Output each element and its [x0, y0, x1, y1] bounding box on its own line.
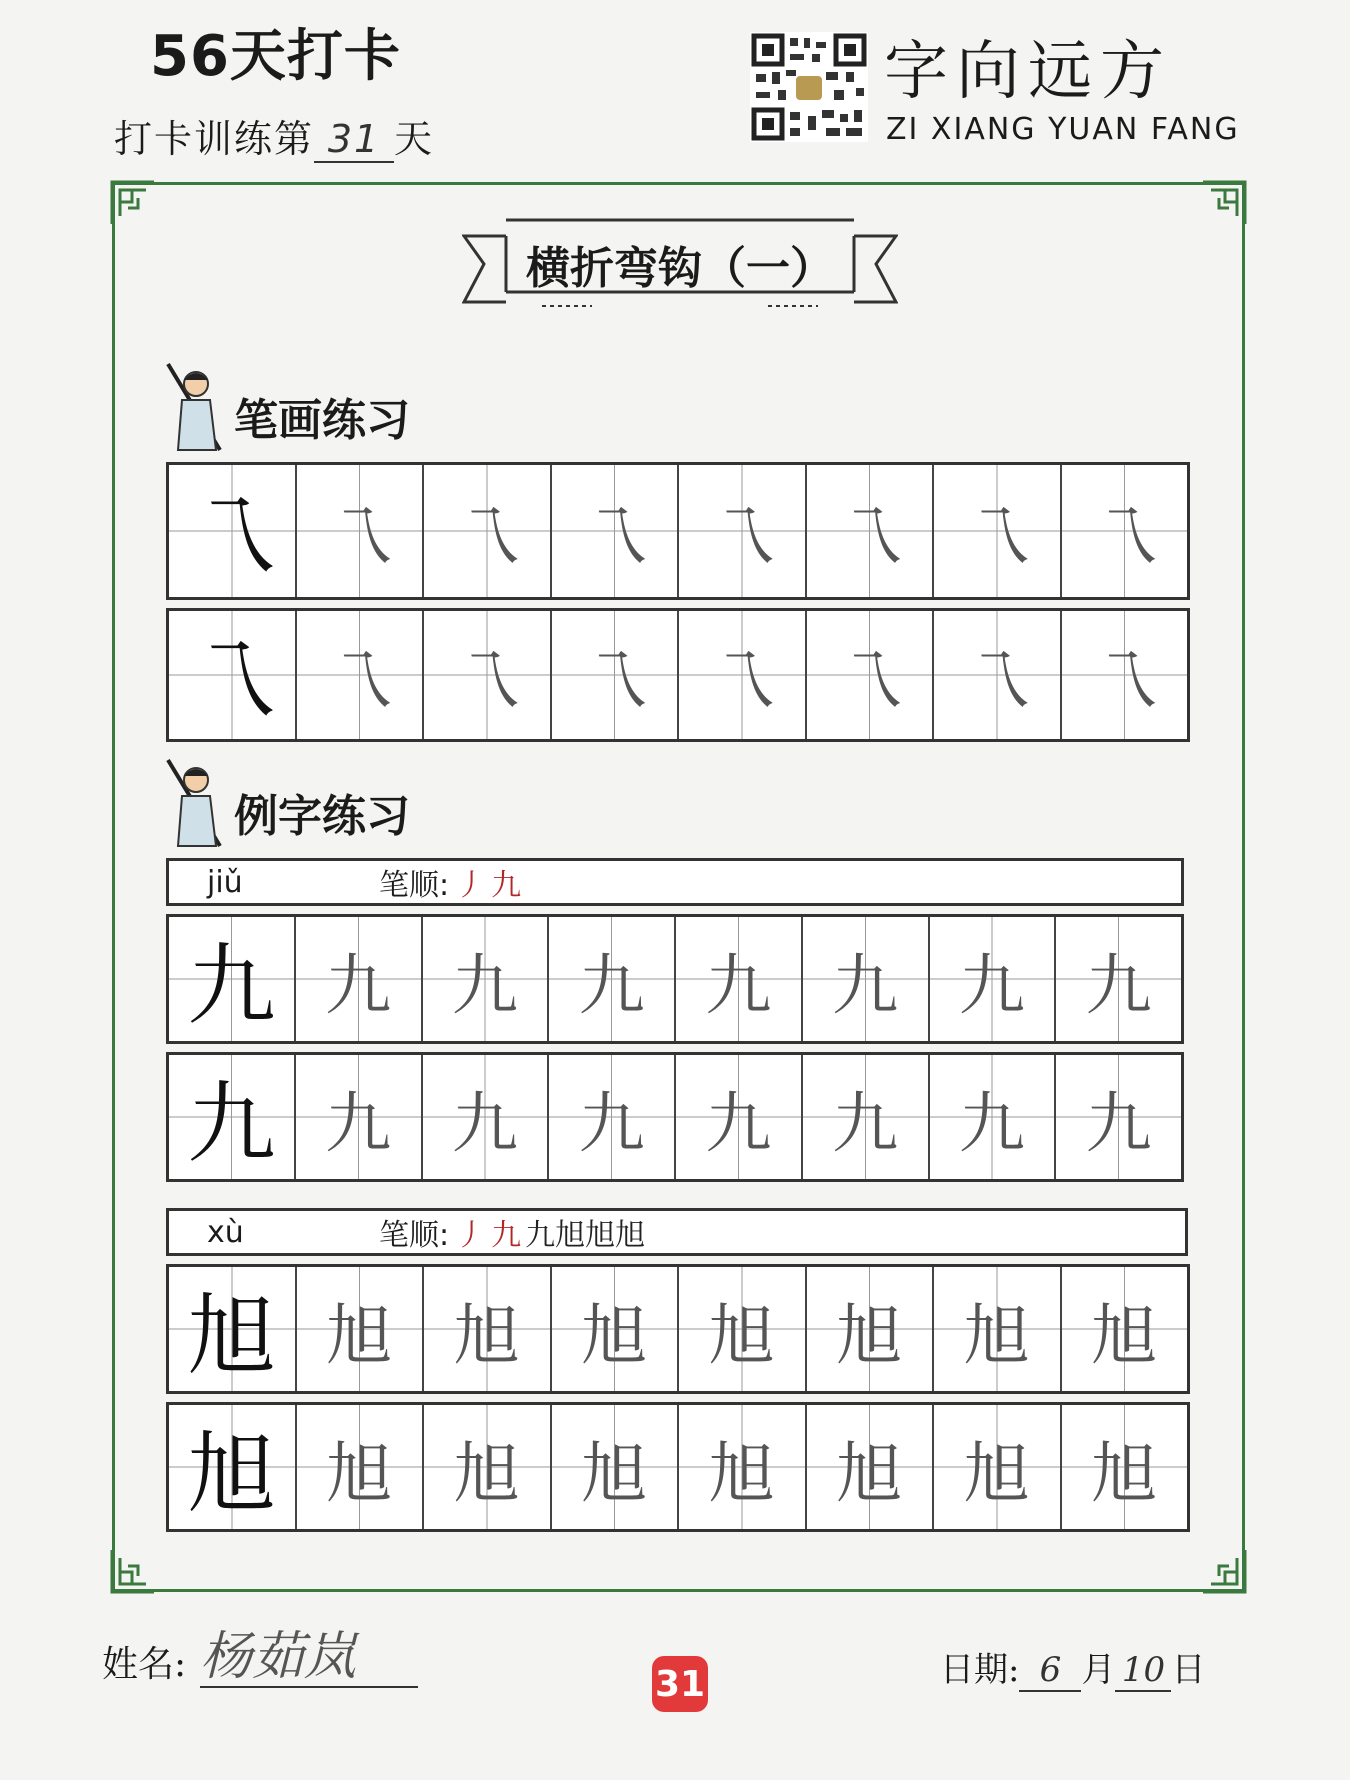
- model-character: 乁: [169, 465, 297, 597]
- practice-cell[interactable]: 九: [930, 917, 1057, 1041]
- practice-cell[interactable]: 旭: [297, 1267, 425, 1391]
- practice-cell[interactable]: 旭: [679, 1405, 807, 1529]
- date-label: 日期:: [940, 1650, 1020, 1690]
- practice-cell[interactable]: 九: [423, 917, 550, 1041]
- pinyin: jiǔ: [207, 864, 243, 900]
- model-character: 旭: [169, 1405, 297, 1529]
- practice-cell[interactable]: 九: [930, 1055, 1057, 1179]
- stroke-order-red-2: 九: [491, 868, 522, 903]
- date-month-field[interactable]: 6: [1019, 1650, 1081, 1692]
- date-row: [940, 1642, 1205, 1692]
- model-character: 乁: [169, 611, 297, 739]
- practice-cell[interactable]: 旭: [552, 1405, 680, 1529]
- practice-cell[interactable]: 乁: [424, 465, 552, 597]
- practice-cell[interactable]: 九: [676, 917, 803, 1041]
- stroke-order-red: 丿: [455, 1218, 486, 1253]
- stroke-order-label: 笔顺:: [379, 868, 450, 903]
- practice-cell[interactable]: 旭: [1062, 1405, 1188, 1529]
- practice-cell[interactable]: 旭: [807, 1267, 935, 1391]
- days-title: 56天打卡: [150, 24, 401, 89]
- practice-cell[interactable]: 乁: [424, 611, 552, 739]
- practice-cell[interactable]: 九: [803, 917, 930, 1041]
- brand-name-pinyin: ZI XIANG YUAN FANG: [886, 112, 1240, 147]
- stroke-practice-row-1: [166, 462, 1190, 600]
- day-unit: 日: [1171, 1650, 1206, 1690]
- practice-cell[interactable]: 九: [1056, 917, 1181, 1041]
- frame-corner-ornament-icon: [108, 178, 158, 228]
- practice-cell[interactable]: 旭: [424, 1267, 552, 1391]
- practice-cell[interactable]: 九: [549, 917, 676, 1041]
- practice-cell[interactable]: 九: [803, 1055, 930, 1179]
- practice-cell[interactable]: 旭: [807, 1405, 935, 1529]
- practice-cell[interactable]: 九: [296, 1055, 423, 1179]
- practice-cell[interactable]: 九: [296, 917, 423, 1041]
- practice-cell[interactable]: 九: [676, 1055, 803, 1179]
- scholar-figure-icon: [162, 756, 232, 852]
- lesson-title: 横折弯钩（一）: [526, 243, 834, 294]
- scholar-figure-icon: [162, 360, 232, 456]
- practice-cell[interactable]: 旭: [424, 1405, 552, 1529]
- char-practice-row-xu-2: [166, 1402, 1190, 1532]
- char-practice-row-jiu-2: [166, 1052, 1184, 1182]
- practice-cell[interactable]: 旭: [552, 1267, 680, 1391]
- practice-cell[interactable]: 乁: [679, 611, 807, 739]
- month-unit: 月: [1081, 1650, 1116, 1690]
- stroke-practice-heading: 笔画练习: [234, 395, 410, 446]
- stroke-practice-row-2: [166, 608, 1190, 742]
- practice-cell[interactable]: 乁: [1062, 465, 1188, 597]
- date-day-field[interactable]: 10: [1115, 1650, 1171, 1692]
- stroke-order-black: 九旭旭旭: [525, 1218, 646, 1253]
- char-practice-row-jiu-1: [166, 914, 1184, 1044]
- practice-cell[interactable]: 乁: [1062, 611, 1188, 739]
- practice-cell[interactable]: 乁: [552, 465, 680, 597]
- stroke-order-red-2: 九: [491, 1218, 522, 1253]
- name-underline: [200, 1686, 418, 1688]
- name-field[interactable]: 杨茹岚: [200, 1627, 357, 1687]
- qr-code-icon: [750, 32, 868, 142]
- practice-cell[interactable]: 乁: [297, 611, 425, 739]
- practice-cell[interactable]: 乁: [807, 465, 935, 597]
- day-number: 31: [314, 117, 394, 163]
- example-practice-heading: 例字练习: [234, 791, 410, 842]
- practice-cell[interactable]: 旭: [297, 1405, 425, 1529]
- name-label: 姓名:: [102, 1644, 187, 1685]
- stroke-order-red: 丿: [455, 868, 486, 903]
- practice-cell[interactable]: 九: [423, 1055, 550, 1179]
- pinyin: xù: [207, 1214, 244, 1250]
- char-practice-row-xu-1: [166, 1264, 1190, 1394]
- model-character: 旭: [169, 1267, 297, 1391]
- day-prefix: 打卡训练第: [114, 117, 315, 161]
- brand-name-chinese: 字向远方: [884, 35, 1172, 109]
- practice-cell[interactable]: 乁: [679, 465, 807, 597]
- practice-cell[interactable]: 旭: [679, 1267, 807, 1391]
- practice-cell[interactable]: 乁: [934, 465, 1062, 597]
- practice-cell[interactable]: 旭: [1062, 1267, 1188, 1391]
- frame-corner-ornament-icon: [1199, 1546, 1249, 1596]
- practice-cell[interactable]: 九: [549, 1055, 676, 1179]
- practice-cell[interactable]: 乁: [552, 611, 680, 739]
- model-character: 九: [169, 1055, 296, 1179]
- practice-cell[interactable]: 乁: [934, 611, 1062, 739]
- practice-cell[interactable]: 九: [1056, 1055, 1181, 1179]
- stroke-order-label: 笔顺:: [379, 1218, 450, 1253]
- char-info-bar-jiu: [166, 858, 1184, 906]
- practice-cell[interactable]: 旭: [934, 1405, 1062, 1529]
- model-character: 九: [169, 917, 296, 1041]
- practice-cell[interactable]: 乁: [807, 611, 935, 739]
- frame-corner-ornament-icon: [1199, 178, 1249, 228]
- frame-corner-ornament-icon: [108, 1546, 158, 1596]
- day-counter: [114, 108, 434, 163]
- page-number-badge: 31: [652, 1656, 708, 1712]
- practice-cell[interactable]: 旭: [934, 1267, 1062, 1391]
- practice-cell[interactable]: 乁: [297, 465, 425, 597]
- day-suffix: 天: [394, 117, 435, 161]
- char-info-bar-xu: [166, 1208, 1188, 1256]
